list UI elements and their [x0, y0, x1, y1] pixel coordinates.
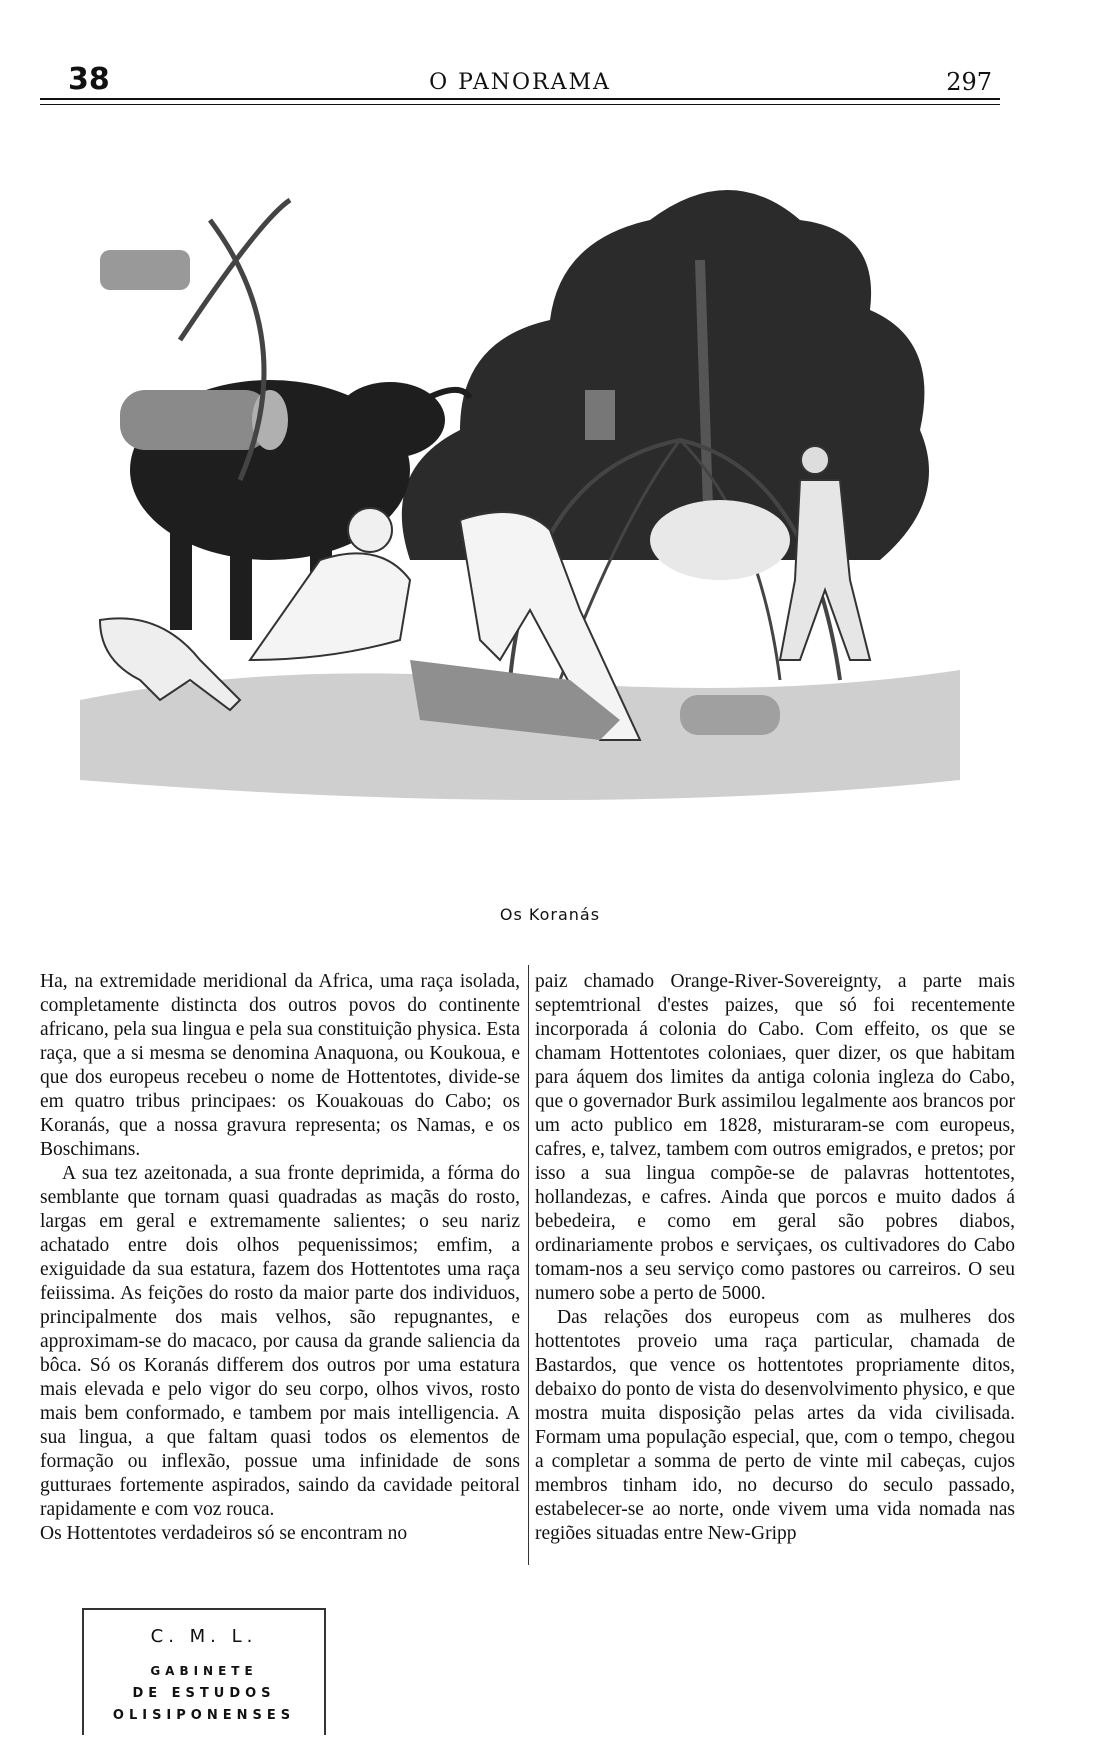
paragraph: Ha, na extremidade meridional da Africa, uma raça isolada, completamente distincta dos outros povos do continente africano, pela sua lingua e pela sua constituição physica. Esta raça, que a si mesma se denomina Anaquona, ou Koukoua, e que dos europeus recebeu o nome de Hottentotes, divide-se em quatro tribus principaes: os Kouakouas do Cabo; os Koranás, que a nossa gravura representa; os Namas, e os Boschimans. — [40, 971, 520, 1160]
left-column — [40, 970, 520, 1546]
journal-title: O PANORAMA — [429, 70, 611, 95]
stamp-line: C. M. L. — [150, 1626, 258, 1647]
stamp-line: DE ESTUDOS — [132, 1686, 276, 1701]
stamp-line: OLISIPONENSES — [112, 1708, 296, 1723]
folio-number: 297 — [946, 68, 992, 96]
paragraph: A sua tez azeitonada, a sua fronte deprimida, a fórma do semblante que tornam quasi quadradas as maçãs do rosto, largas em geral e extremamente salientes; o seu nariz achatado entre dois olhos pequenissimos; emfim, a exiguidade da sua estatura, fazem dos Hottentotes uma raça feiissima. As feições do rosto da maior parte dos individuos, principalmente dos mais velhos, são repugnantes, e approximam-se do macaco, por causa da grande saliencia da bôca. Só os Koranás differem dos outros por uma estatura mais elevada e pelo vigor do seu corpo, olhos vivos, rosto mais bem conformado, e tambem por mais intelligencia. A sua lingua, a que faltam quasi todos os elementos de formação ou inflexão, possue uma infinidade de sons gutturaes fortemente aspirados, saindo da cavidade peitoral rapidamente e com voz rouca. — [40, 1163, 520, 1520]
paragraph: Os Hottentotes verdadeiros só se encontram no — [40, 1523, 408, 1544]
header-rule-thin — [40, 104, 1000, 105]
engraving-illustration — [80, 140, 960, 870]
paragraph: Das relações dos europeus com as mulheres dos hottentotes proveio uma raça particular, chamada de Bastardos, que vence os hottentotes propriamente ditos, debaixo do ponto de vista do desenvolvimento physico, e que mostra muita disposição pelas artes da vida civilisada. Formam uma população especial, que, com o tempo, chegou a completar a somma de perto de vinte mil cabeças, cujos membros tinham ido, no decurso do seculo passado, estabelecer-se ao norte, onde vivem uma vida nomada nas regiões situadas entre New-Gripp — [535, 1307, 1015, 1544]
right-column — [535, 970, 1015, 1546]
page-number: 38 — [68, 62, 110, 97]
figure-caption: Os Koranás — [499, 905, 601, 924]
stamp-line: GABINETE — [150, 1664, 258, 1678]
header-rule — [40, 98, 1000, 100]
paragraph: paiz chamado Orange-River-Sovereignty, a parte mais septemtrional d'estes paizes, que só foi recentemente incorporada á colonia do Cabo. Com effeito, os que se chamam Hottentotes coloniaes, quer dizer, os que habitam para áquem dos limites da antiga colonia ingleza do Cabo, que o governador Burk assimilou legalmente aos brancos por um acto publico em 1828, misturaram-se com europeus, cafres, e, talvez, tambem com outros emigrados, e pretos; por isso a sua lingua compõe-se de palavras hottentotes, hollandezas, e cafres. Ainda que porcos e muito dados á bebedeira, e como em geral são pobres diabos, ordinariamente probos e serviçaes, os cultivadores do Cabo tomam-nos a seu serviço como pastores ou carreiros. O seu numero sobe a perto de 5000. — [535, 971, 1015, 1304]
column-divider — [528, 965, 529, 1565]
library-stamp — [82, 1608, 326, 1735]
